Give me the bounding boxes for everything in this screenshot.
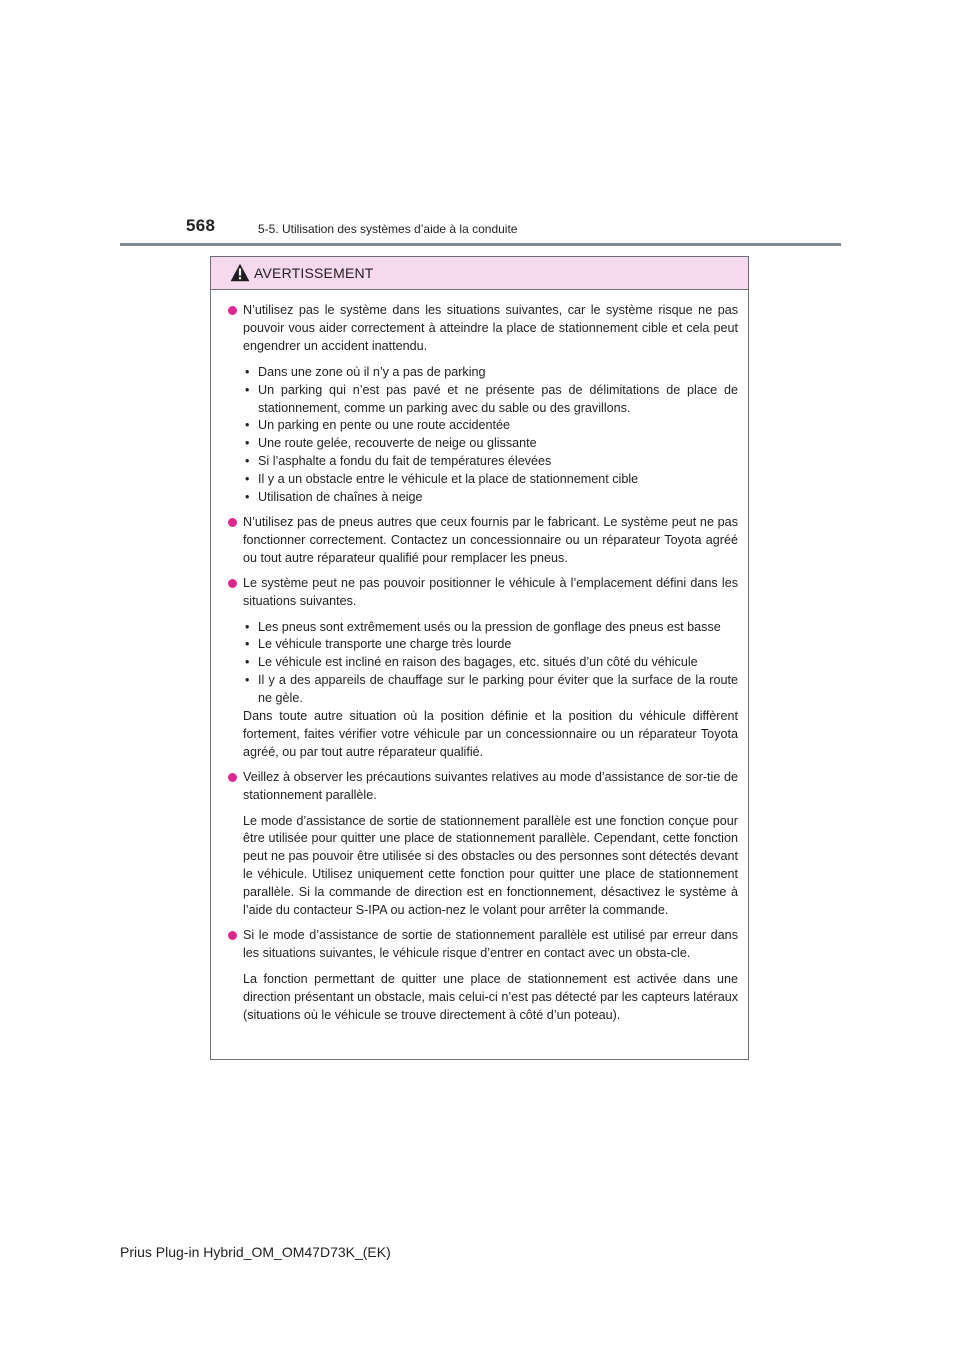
sub-item: • Une route gelée, recouverte de neige ou glissante (243, 435, 738, 453)
section-title: 5-5. Utilisation des systèmes d’aide à la conduite (258, 222, 518, 236)
warning-item (228, 575, 741, 762)
item-text: Le système peut ne pas pouvoir positionner le véhicule à l’emplacement défini dans les situations suivantes. (243, 575, 738, 608)
footer-document-id: Prius Plug-in Hybrid_OM_OM47D73K_(EK) (120, 1244, 391, 1260)
warning-body (211, 290, 748, 1025)
warning-item (228, 769, 741, 920)
sub-item: • Il y a des appareils de chauffage sur le parking pour éviter que la surface de la route ne gèle. (243, 672, 738, 708)
bullet-icon (228, 518, 237, 527)
item-after-text: Dans toute autre situation où la position définie et la position du véhicule diffèrent fortement, faites vérifier votre véhicule par un concessionnaire ou un réparateur Toyota agréé, ou par tout autre réparateur qualifié. (243, 709, 738, 759)
item-text: N’utilisez pas de pneus autres que ceux fournis par le fabricant. Le système peut ne pas fonctionner correctement. Contactez un concessionnaire ou un réparateur Toyota agréé ou tout autre réparateur qualifié pour remplacer les pneus. (243, 514, 738, 565)
bullet-icon (228, 931, 237, 940)
sub-item: • Si l’asphalte a fondu du fait de températures élevées (243, 453, 738, 471)
item-detail-text: La fonction permettant de quitter une place de stationnement est activée dans une direction présentant un obstacle, mais celui-ci n’est pas détecté par les capteurs latéraux (situations où le véhicule se trouve directement à côté d’un poteau). (243, 971, 738, 1022)
bullet-icon (228, 579, 237, 588)
warning-item (228, 514, 741, 568)
sub-item: • Le véhicule transporte une charge très lourde (243, 636, 738, 654)
warning-title: AVERTISSEMENT (254, 265, 374, 281)
item-text: Si le mode d’assistance de sortie de stationnement parallèle est utilisé par erreur dans les situations suivantes, le véhicule risque d’entrer en contact avec un obsta-cle. (243, 928, 738, 960)
warning-triangle-icon (230, 263, 250, 282)
sub-item: • Les pneus sont extrêmement usés ou la pression de gonflage des pneus est basse (243, 619, 738, 637)
bullet-icon (228, 306, 237, 315)
sub-list (243, 364, 741, 507)
header-rule (120, 243, 841, 246)
sub-item: • Il y a un obstacle entre le véhicule et la place de stationnement cible (243, 471, 738, 489)
item-detail-text: Le mode d’assistance de sortie de stationnement parallèle est une fonction conçue pour être utilisée pour quitter une place de stationnement parallèle. Cependant, cette fonction peut ne pas pouvoir être utilisée si des obstacles ou des personnes sont détectés devant le véhicule. Utilisez uniquement cette fonction pour quitter une place de stationnement parallèle. Si la commande de direction est en fonctionnement, désactivez le système à l’aide du contacteur S-IPA ou action-nez le volant pour arrêter la commande. (243, 813, 738, 918)
sub-item: • Le véhicule est incliné en raison des bagages, etc. situés d’un côté du véhicule (243, 654, 738, 672)
sub-item: • Un parking qui n’est pas pavé et ne présente pas de délimitations de place de stationnement, comme un parking avec du sable ou des gravillons. (243, 382, 738, 418)
sub-item: • Utilisation de chaînes à neige (243, 489, 738, 507)
item-text: Veillez à observer les précautions suivantes relatives au mode d’assistance de sor-tie de stationnement parallèle. (243, 769, 738, 802)
warning-header (211, 257, 748, 290)
sub-item: • Dans une zone où il n’y a pas de parking (243, 364, 738, 382)
warning-box (210, 256, 749, 1060)
sub-list (243, 619, 741, 709)
warning-item (228, 927, 741, 1025)
page-number: 568 (186, 216, 216, 235)
bullet-icon (228, 773, 237, 782)
warning-item (228, 302, 741, 507)
sub-item: • Un parking en pente ou une route accidentée (243, 417, 738, 435)
item-text: N’utilisez pas le système dans les situations suivantes, car le système risque ne pas pouvoir vous aider correctement à atteindre la place de stationnement cible et cela peut engendrer un accident inattendu. (243, 303, 738, 353)
